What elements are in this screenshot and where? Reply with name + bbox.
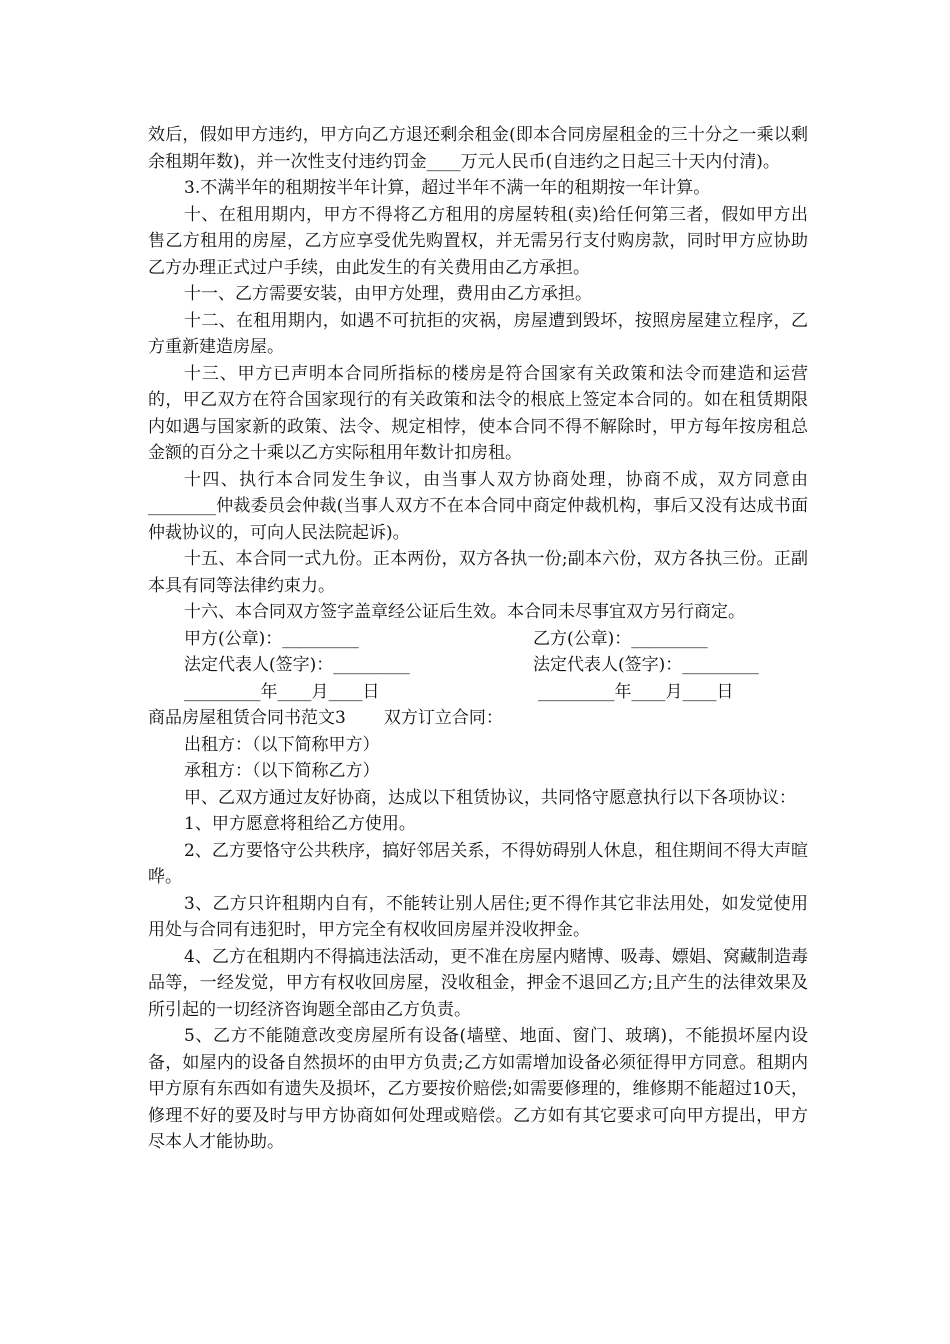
clause-paragraph: 十二、在租用期内，如遇不可抗拒的灾祸，房屋遭到毁坏，按照房屋建立程序，乙方重新建造房屋。 (148, 310, 808, 357)
signature-seal-row (148, 626, 808, 653)
clause-paragraph: 十六、本合同双方签字盖章经公证后生效。本合同未尽事宜双方另行商定。 (184, 602, 745, 622)
clause-paragraph: 4、乙方在租期内不得搞违法活动，更不准在房屋内赌博、吸毒、嫖娼、窝藏制造毒品等，一经发觉，甲方有权收回房屋，没收租金，押金不退回乙方;且产生的法律效果及所引起的一切经济咨询题全部由乙方负责。 (148, 946, 808, 1020)
clause-paragraph: 承租方：（以下简称乙方） (184, 761, 380, 781)
clause-paragraph: 十三、甲方已声明本合同所指标的楼房是符合国家有关政策和法令而建造和运营的，甲乙双方在符合国家现行的有关政策和法令的根底上签定本合同的。如在租赁期限内如遇与国家新的政策、法令、规定相悖，使本合同不得不解除时，甲方每年按房租总金额的百分之十乘以乙方实际租用年数计扣房租。 (148, 363, 808, 463)
clause-paragraph: 十一、乙方需要安装，由甲方处理，费用由乙方承担。 (184, 284, 592, 304)
clause-paragraph: 甲、乙双方通过友好协商，达成以下租赁协议，共同恪守愿意执行以下各项协议： (184, 787, 796, 808)
clause-paragraph: 十四、执行本合同发生争议，由当事人双方协商处理，协商不成，双方同意由________仲裁委员会仲裁(当事人双方不在本合同中商定仲裁机构，事后又没有达成书面仲裁协议的，可向人民法院起诉)。 (148, 469, 808, 543)
section-title-row (148, 705, 808, 732)
signature-date-row (148, 679, 808, 706)
clause-paragraph: 十、在租用期内，甲方不得将乙方租用的房屋转租(卖)给任何第三者，假如甲方出售乙方租用的房屋，乙方应享受优先购置权，并无需另行支付购房款，同时甲方应协助乙方办理正式过户手续，由此发生的有关费用由乙方承担。 (148, 204, 808, 278)
document-body (148, 122, 808, 1156)
contract-clauses-top (148, 122, 808, 626)
party-b-seal: 乙方(公章)：_________ (533, 628, 708, 649)
section-subtitle: 双方订立合同： (383, 708, 503, 728)
clause-paragraph: 1、甲方愿意将租给乙方使用。 (184, 814, 416, 834)
party-b-representative: 法定代表人(签字)：_________ (533, 655, 759, 675)
clause-paragraph: 效后，假如甲方违约，甲方向乙方退还剩余租金(即本合同房屋租金的三十分之一乘以剩余租期年数)，并一次性支付违约罚金____万元人民币(自违约之日起三十天内付清)。 (148, 125, 808, 172)
section-title: 商品房屋租赁合同书范文3 (148, 708, 346, 728)
party-a-date: _________年____月____日 (184, 681, 380, 702)
signature-rep-row (148, 652, 808, 679)
party-b-date: _________年____月____日 (538, 681, 734, 702)
party-a-seal: 甲方(公章)：_________ (184, 628, 359, 649)
contract-clauses-bottom (148, 732, 808, 1156)
clause-paragraph: 2、乙方要恪守公共秩序，搞好邻居关系，不得妨碍别人休息，租住期间不得大声暄哗。 (148, 840, 808, 887)
clause-paragraph: 3、乙方只许租期内自有，不能转让别人居住;更不得作其它非法用处，如发觉使用用处与合同有违犯时，甲方完全有权收回房屋并没收押金。 (148, 893, 808, 940)
clause-paragraph: 出租方：（以下简称甲方） (184, 734, 380, 755)
clause-paragraph: 十五、本合同一式九份。正本两份，双方各执一份;副本六份，双方各执三份。正副本具有同等法律约束力。 (148, 549, 808, 596)
party-a-representative: 法定代表人(签字)：_________ (184, 655, 410, 675)
clause-paragraph: 5、乙方不能随意改变房屋所有设备(墙壁、地面、窗门、玻璃)，不能损坏屋内设备，如屋内的设备自然损坏的由甲方负责;乙方如需增加设备必须征得甲方同意。租期内甲方原有东西如有遗失及损坏，乙方要按价赔偿;如需要修理的，维修期不能超过10天，修理不好的要及时与甲方协商如何处理或赔偿。乙方如有其它要求可向甲方提出，甲方尽本人才能协助。 (148, 1026, 808, 1152)
clause-paragraph: 3.不满半年的租期按半年计算，超过半年不满一年的租期按一年计算。 (184, 178, 711, 198)
